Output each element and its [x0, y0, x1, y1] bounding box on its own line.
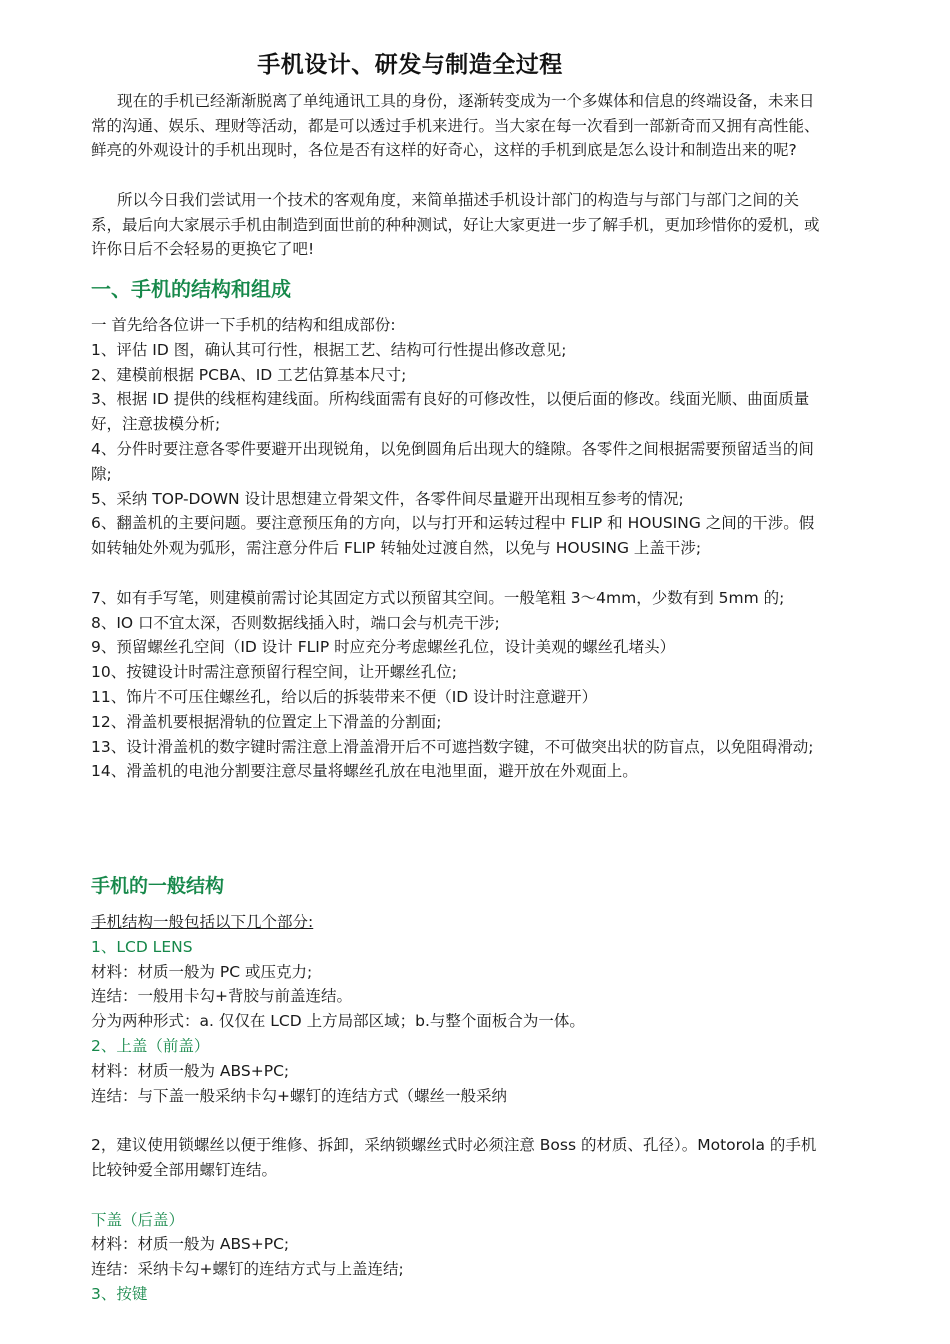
- list-item: 2、建模前根据 PCBA、ID 工艺估算基本尺寸;: [91, 365, 407, 384]
- blank-line: [91, 561, 826, 586]
- lcd-lens-title: 1、LCD LENS: [91, 937, 193, 956]
- screw-note: 2，建议使用锁螺丝以便于维修、拆卸，采纳锁螺丝式时必须注意 Boss 的材质、孔径）。Motorola 的手机比较钟爱全部用螺钉连结。: [91, 1136, 817, 1179]
- intro-paragraph-1: [91, 89, 821, 163]
- list-item: 8、IO 口不宜太深，否则数据线插入时，端口会与机壳干涉;: [91, 613, 500, 632]
- list-item: 6、翻盖机的主要问题。要注意预压角的方向，以与打开和运转过程中 FLIP 和 HOUSING 之间的干涉。假如转轴处外观为弧形，需注意分件后 FLIP 转轴处过渡自然，以免与 HOUSING 上盖干涉;: [91, 514, 815, 558]
- top-cover-material: 材料：材质一般为 ABS+PC;: [91, 1061, 290, 1080]
- section-1-heading: 一、手机的结构和组成: [91, 277, 291, 301]
- keys-title: 3、按键: [91, 1284, 148, 1303]
- list-item: 5、采纳 TOP-DOWN 设计思想建立骨架文件，各零件间尽量避开出现相互参考的情况;: [91, 489, 684, 508]
- list-item: 9、预留螺丝孔空间（ID 设计 FLIP 时应充分考虑螺丝孔位，设计美观的螺丝孔堵头）: [91, 638, 676, 657]
- section-1-lead: 一 首先给各位讲一下手机的结构和组成部份:: [91, 316, 396, 334]
- list-item: 4、分件时要注意各零件要避开出现锐角，以免倒圆角后出现大的缝隙。各零件之间根据需要预留适当的间隙;: [91, 439, 814, 483]
- intro-paragraph-2: [91, 188, 821, 262]
- list-item: 10、按键设计时需注意预留行程空间，让开螺丝孔位;: [91, 663, 457, 682]
- section-2-heading: 手机的一般结构: [91, 875, 225, 897]
- lcd-connection: 连结：一般用卡勾+背胶与前盖连结。: [91, 987, 352, 1006]
- section-1-list: [91, 313, 826, 784]
- document-title: 手机设计、研发与制造全过程: [257, 52, 563, 78]
- lcd-forms: 分为两种形式：a. 仅仅在 LCD 上方局部区域；b.与整个面板合为一体。: [91, 1012, 585, 1031]
- section-2-body: [91, 910, 826, 1307]
- top-cover-title: 2、上盖（前盖）: [91, 1036, 210, 1055]
- list-item: 3、根据 ID 提供的线框构建线面。所构线面需有良好的可修改性，以便后面的修改。线面光顺、曲面质量好，注意拔模分析;: [91, 390, 810, 434]
- list-item: 7、如有手写笔，则建模前需讨论其固定方式以预留其空间。一般笔粗 3～4mm，少数有到 5mm 的;: [91, 588, 785, 607]
- blank-line: [91, 1108, 826, 1133]
- list-item: 1、评估 ID 图，确认其可行性，根据工艺、结构可行性提出修改意见;: [91, 340, 567, 359]
- list-item: 12、滑盖机要根据滑轨的位置定上下滑盖的分割面;: [91, 712, 442, 731]
- intro-text-2: 所以今日我们尝试用一个技术的客观角度，来简单描述手机设计部门的构造与与部门与部门之间的关系，最后向大家展示手机由制造到面世前的种种测试，好让大家更进一步了解手机，更加珍惜你的爱机，或许你日后不会轻易的更换它了吧!: [91, 191, 820, 258]
- list-item: 13、设计滑盖机的数字键时需注意上滑盖滑开后不可遮挡数字键，不可做突出状的防盲点，以免阻碍滑动;: [91, 737, 814, 756]
- bottom-cover-material: 材料：材质一般为 ABS+PC;: [91, 1235, 290, 1254]
- list-item: 11、饰片不可压住螺丝孔，给以后的拆装带来不便（ID 设计时注意避开）: [91, 687, 598, 706]
- list-item: 14、滑盖机的电池分割要注意尽量将螺丝孔放在电池里面，避开放在外观面上。: [91, 762, 638, 781]
- intro-text-1: 现在的手机已经渐渐脱离了单纯通讯工具的身份，逐渐转变成为一个多媒体和信息的终端设备，未来日常的沟通、娱乐、理财等活动，都是可以透过手机来进行。当大家在每一次看到一部新奇而又拥有高性能、鲜亮的外观设计的手机出现时，各位是否有这样的好奇心，这样的手机到底是怎么设计和制造出来的呢?: [91, 92, 820, 159]
- bottom-cover-connection: 连结：采纳卡勾+螺钉的连结方式与上盖连结;: [91, 1260, 404, 1279]
- top-cover-connection: 连结：与下盖一般采纳卡勾+螺钉的连结方式（螺丝一般采纳: [91, 1086, 507, 1105]
- lcd-material: 材料：材质一般为 PC 或压克力;: [91, 962, 313, 981]
- section-2-lead: 手机结构一般包括以下几个部分:: [91, 913, 314, 931]
- blank-line: [91, 1183, 826, 1208]
- bottom-cover-title: 下盖（后盖）: [91, 1210, 185, 1229]
